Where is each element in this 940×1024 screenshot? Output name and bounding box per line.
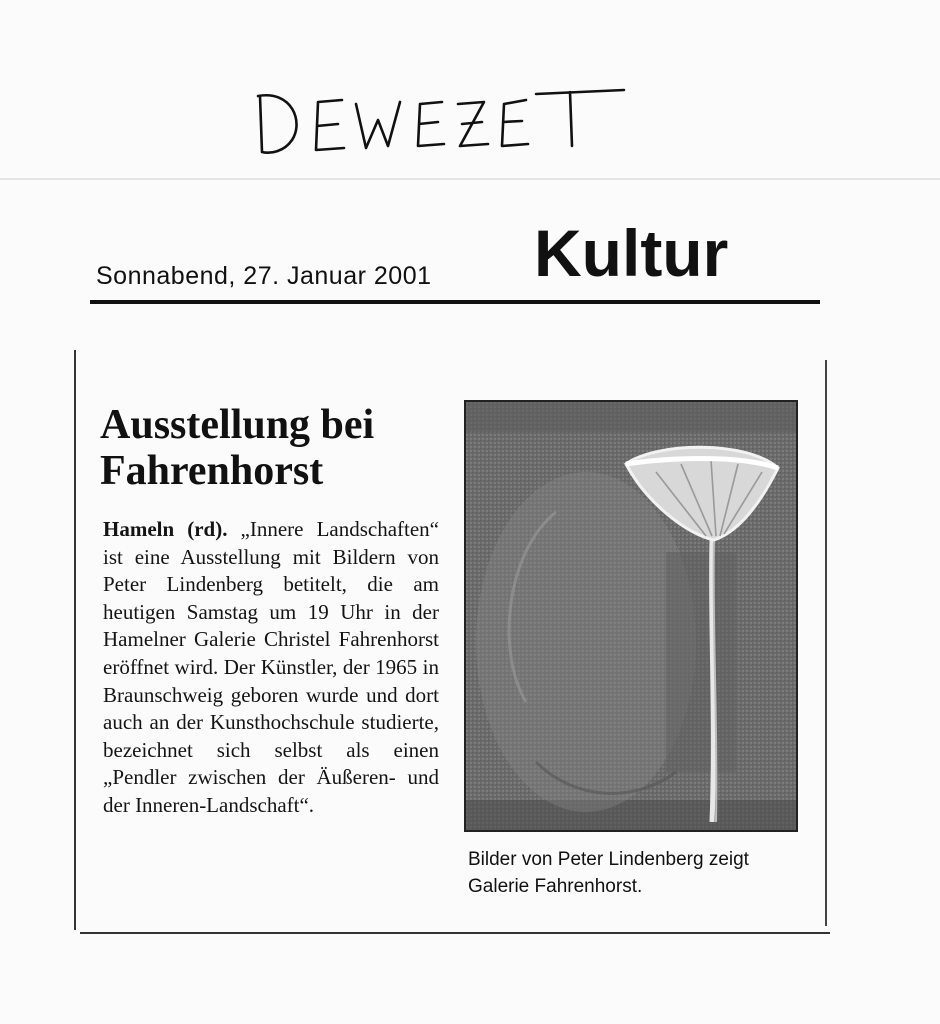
paper-fold-line <box>0 178 940 180</box>
artwork-photo <box>464 400 798 832</box>
clipping-border-right <box>825 360 827 926</box>
section-title: Kultur <box>534 216 729 290</box>
artwork-image <box>466 402 796 830</box>
article-headline: Ausstellung bei Fahrenhorst <box>100 402 375 494</box>
article-dateline: Hameln (rd). <box>103 517 228 541</box>
article-body <box>103 516 439 820</box>
clipping-border-bottom <box>80 932 830 934</box>
handwritten-note-drawing <box>252 82 632 162</box>
handwritten-note <box>252 82 632 162</box>
clipping-border-left <box>74 350 76 930</box>
header-rule <box>90 300 820 304</box>
photo-caption: Bilder von Peter Lindenberg zeigt Galerie Fahrenhorst. <box>468 849 749 897</box>
article-text: „Innere Landschaften“ ist eine Ausstellung mit Bildern von Peter Lindenberg betitelt, die am heutigen Samstag um 19 Uhr in der Hamelner Galerie Christel Fahrenhorst eröffnet wird. Der Künstler, der 1965 in Braunschweig geboren wurde und dort auch an der Kunsthochschule studierte, bezeichnet sich selbst als einen „Pendler zwischen der Äußeren- und der Inneren-Landschaft“. <box>103 517 439 817</box>
issue-date: Sonnabend, 27. Januar 2001 <box>96 262 432 290</box>
